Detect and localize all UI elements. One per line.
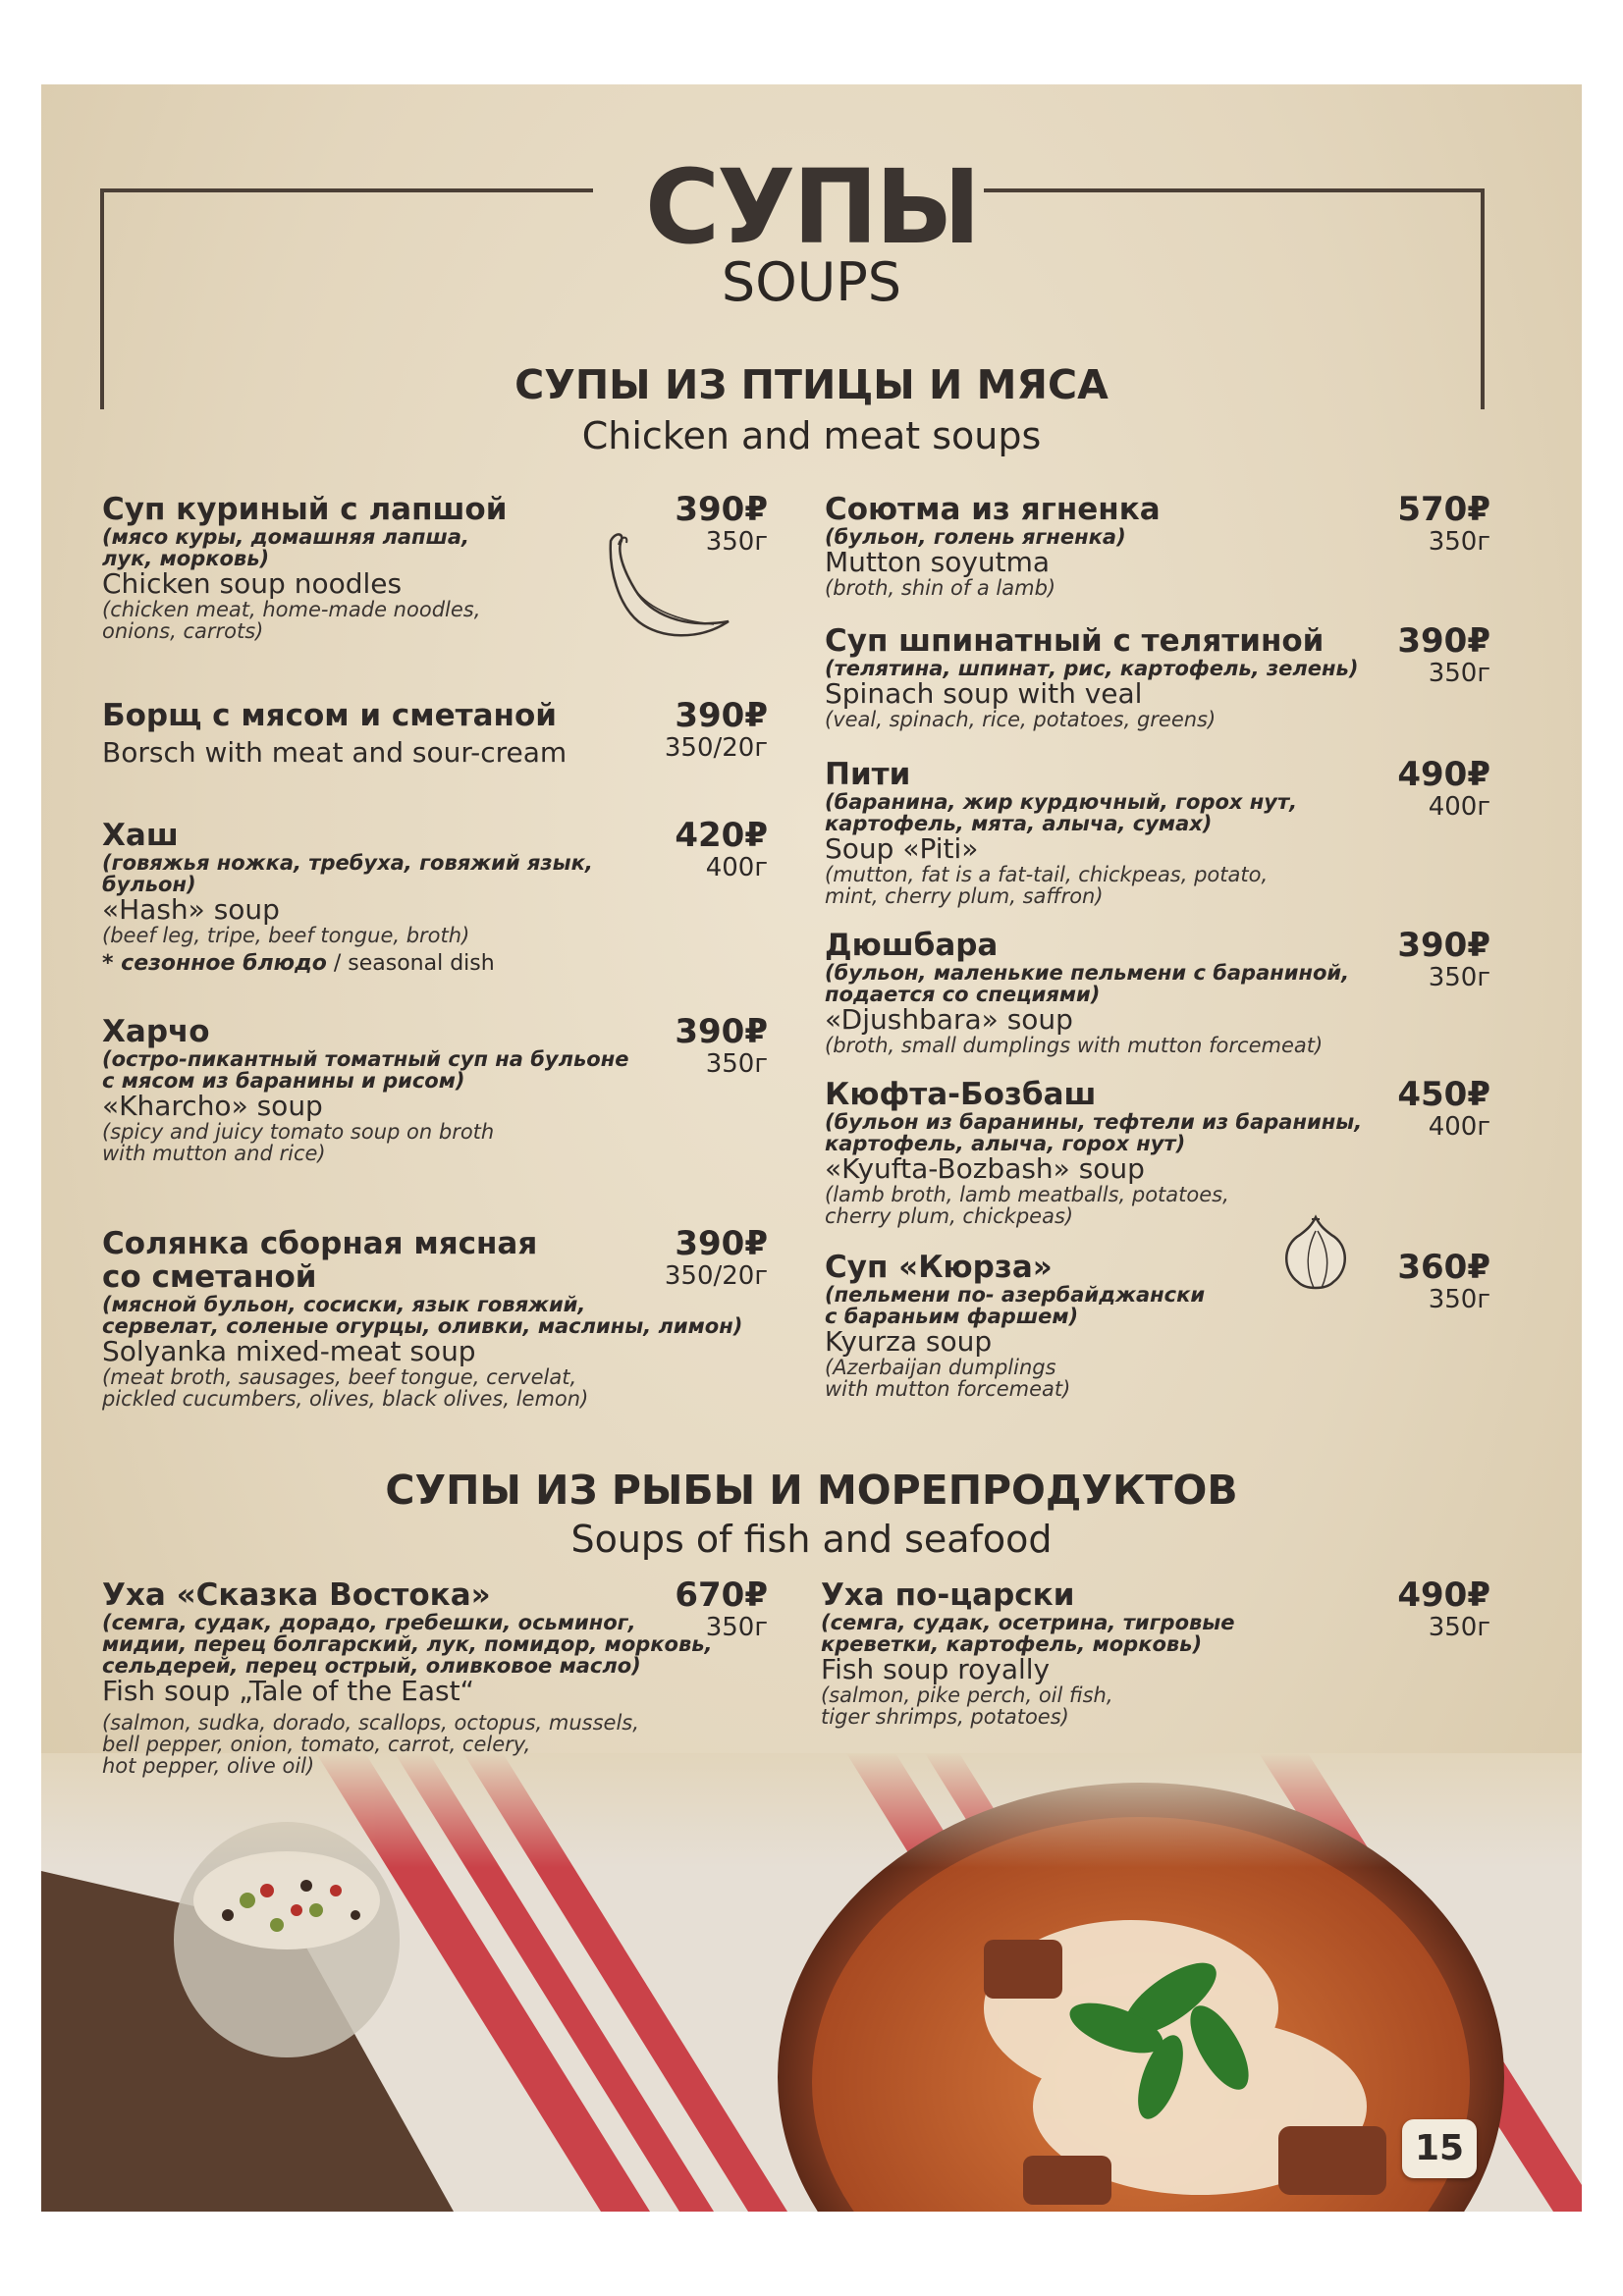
menu-item [821,1578,1371,1728]
menu-item [825,493,1394,599]
item-ingredients-ru: (пельмени по- азербайджански с бараньим фаршем) [825,1283,1206,1328]
page-title: СУПЫ [644,147,979,267]
section-subtitle-meat: Chicken and meat soups [581,414,1042,457]
item-name-en: «Hash» soup [102,893,280,926]
section-title-fish: СУПЫ ИЗ РЫБЫ И МОРЕПРОДУКТОВ [385,1467,1238,1514]
item-ingredients-en: (broth, shin of a lamb) [825,576,1056,600]
soup-bowl-photo [41,1753,1582,2212]
item-name: Дюшбара [825,928,999,963]
item-name: Хаш [102,818,179,853]
item-name-en: Soup «Piti» [825,832,979,865]
menu-item [102,1015,652,1164]
item-name-en: Kyurza soup [825,1325,993,1358]
item-name: Суп шпинатный с телятиной [825,623,1325,659]
section-subtitle-fish: Soups of fish and seafood [570,1518,1053,1561]
item-price: 390₽ 350г [1397,926,1490,992]
item-name-en: «Kyufta-Bozbash» soup [825,1152,1145,1185]
item-price: 390₽ 350/20г [664,1224,768,1291]
item-name-en: Fish soup „Tale of the East“ [102,1675,475,1707]
item-name: Уха «Сказка Востока» [102,1577,491,1613]
item-price: 670₽ 350г [675,1575,768,1642]
menu-item [825,758,1375,907]
item-ingredients-ru: (телятина, шпинат, рис, картофель, зелень) [825,657,1359,680]
page-number: 15 [1402,2119,1477,2178]
item-name-en: Spinach soup with veal [825,677,1143,710]
item-name: Пити [825,757,911,792]
item-name-en: Borsch with meat and sour-cream [102,736,568,769]
menu-item [825,624,1394,730]
item-name-en: Chicken soup noodles [102,567,403,600]
item-name: Соютма из ягненка [825,492,1161,527]
item-ingredients-en: (spicy and juicy tomato soup on broth with mutton and rice) [102,1120,495,1165]
menu-page [41,84,1582,2212]
item-price: 570₽ 350г [1397,490,1490,557]
item-ingredients-en: (meat broth, sausages, beef tongue, cervelat, pickled cucumbers, olives, black olives, lemon) [102,1365,589,1411]
item-ingredients-ru: (бульон из баранины, тефтели из баранины, картофель, алыча, горох нут) [825,1110,1363,1155]
item-price: 420₽ 400г [675,816,768,882]
menu-item [825,1251,1375,1400]
item-price: 390₽ 350/20г [664,696,768,763]
item-ingredients-en: (mutton, fat is a fat-tail, chickpeas, potato, mint, cherry plum, saffron) [825,863,1269,908]
item-ingredients-ru: (бульон, маленькие пельмени с бараниной, подается со специями) [825,961,1350,1006]
item-name-en: Solyanka mixed-meat soup [102,1335,476,1367]
menu-item [825,929,1394,1056]
item-ingredients-ru: (мясной бульон, сосиски, язык говяжий, сервелат, соленые огурцы, оливки, маслины, лимон) [102,1293,743,1338]
menu-item [102,493,652,642]
item-ingredients-en: (broth, small dumplings with mutton forcemeat) [825,1034,1324,1057]
item-price: 490₽ 350г [1397,1575,1490,1642]
item-price: 390₽ 350г [1397,621,1490,688]
item-ingredients-en: (salmon, sudka, dorado, scallops, octopus, mussels, bell pepper, onion, tomato, carrot, celery, hot pepper, olive oil) [102,1711,639,1778]
item-ingredients-ru: (говяжья ножка, требуха, говяжий язык, бульон) [102,851,593,896]
menu-item [102,699,652,768]
item-ingredients-ru: (семга, судак, дорадо, гребешки, осьминог, мидии, перец болгарский, лук, помидор, морковь, сельдерей, перец острый, оливковое масло) [102,1611,713,1678]
menu-item [825,1078,1394,1227]
item-name-en: Mutton soyutma [825,546,1051,578]
item-ingredients-en: (salmon, pike perch, oil fish, tiger shrimps, potatoes) [821,1683,1113,1729]
item-name: Кюфта-Бозбаш [825,1077,1097,1112]
item-ingredients-ru: (остро-пикантный томатный суп на бульоне с мясом из баранины и рисом) [102,1047,629,1093]
item-name-en: «Kharcho» soup [102,1090,323,1122]
item-ingredients-en: (veal, spinach, rice, potatoes, greens) [825,708,1217,731]
item-price: 360₽ 350г [1397,1248,1490,1314]
section-title-meat: СУПЫ ИЗ ПТИЦЫ И МЯСА [514,361,1109,408]
item-name: Борщ с мясом и сметаной [102,698,557,733]
item-name: Уха по-царски [821,1577,1075,1613]
item-name: Суп куриный с лапшой [102,492,508,527]
item-name-en: «Djushbara» soup [825,1003,1073,1036]
item-name: Солянка сборная мясная со сметаной [102,1226,538,1295]
item-ingredients-en: (beef leg, tripe, beef tongue, broth) [102,924,470,947]
item-price: 450₽ 400г [1397,1075,1490,1142]
item-name: Харчо [102,1014,210,1049]
item-ingredients-en: (lamb broth, lamb meatballs, potatoes, cherry plum, chickpeas) [825,1183,1229,1228]
item-ingredients-ru: (баранина, жир курдючный, горох нут, картофель, мята, алыча, сумах) [825,790,1298,835]
chili-pepper-icon [591,531,738,649]
menu-item [102,819,652,978]
item-ingredients-ru: (мясо куры, домашняя лапша, лук, морковь) [102,525,470,570]
item-ingredients-ru: (бульон, голень ягненка) [825,525,1126,549]
seasonal-note: * сезонное блюдо / seasonal dish [102,951,495,976]
item-price: 390₽ 350г [675,490,768,557]
item-ingredients-ru: (семга, судак, осетрина, тигровые креветки, картофель, морковь) [821,1611,1235,1656]
item-ingredients-en: (chicken meat, home-made noodles, onions, carrots) [102,598,481,643]
item-ingredients-en: (Azerbaijan dumplings with mutton forcemeat) [825,1356,1071,1401]
item-name-en: Fish soup royally [821,1653,1051,1685]
page-subtitle: SOUPS [721,251,902,313]
item-price: 390₽ 350г [675,1012,768,1079]
item-name: Суп «Кюрза» [825,1250,1053,1285]
item-price: 490₽ 400г [1397,755,1490,822]
